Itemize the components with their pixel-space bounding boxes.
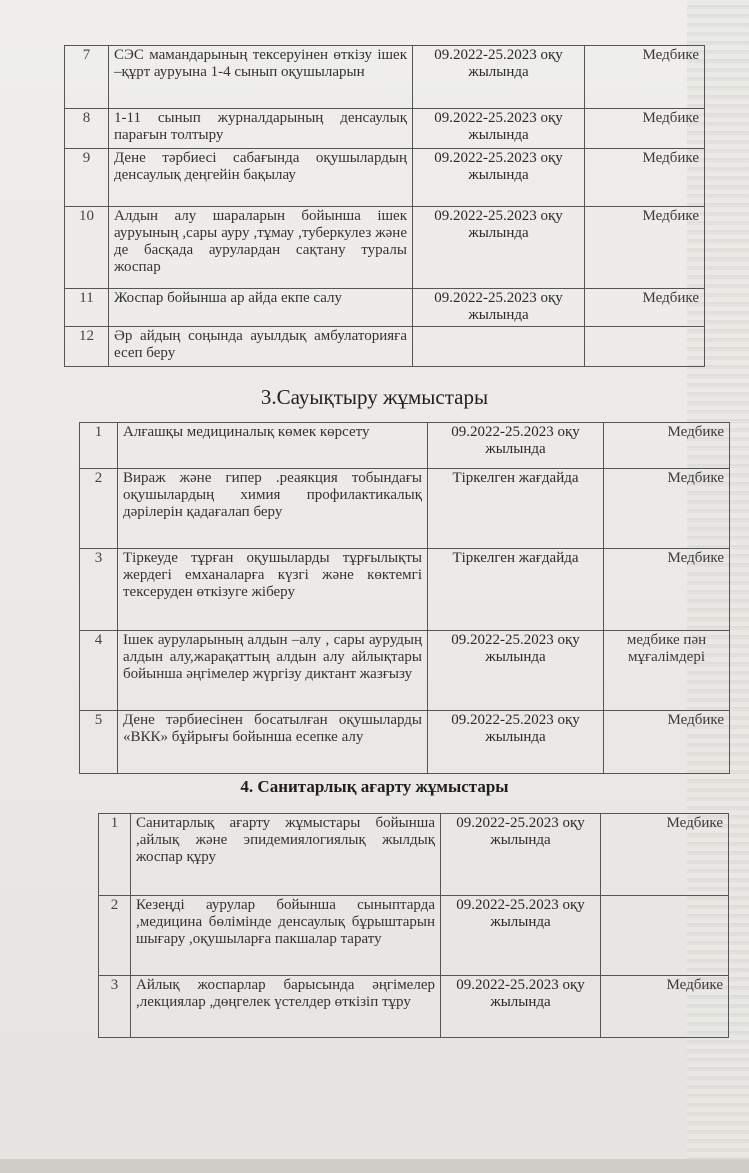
row-number: 2 [80,469,118,549]
row-number: 9 [65,149,109,207]
row-responsible: медбике пән мұғалімдері [604,631,730,711]
row-activity: 1-11 сынып журналдарының денсаулық парағын толтыру [109,109,413,149]
table-row [99,976,729,1038]
row-number: 1 [80,423,118,469]
table-row [80,711,730,774]
row-responsible: Медбике [604,423,730,469]
row-period [413,327,585,367]
row-period: 09.2022-25.2023 оқу жылында [413,207,585,289]
row-responsible: Медбике [604,549,730,631]
row-activity: Вираж және гипер .реаякция тобындағы оқушылардың химия профилактикалық дәрілерін қадағалап беру [118,469,428,549]
table-row [99,896,729,976]
table-row [80,469,730,549]
table-row [65,207,705,289]
row-period: 09.2022-25.2023 оқу жылында [428,711,604,774]
row-activity: Санитарлық ағарту жұмыстары бойынша ,айлық және эпидемиялогиялық жылдық жоспар құру [131,814,441,896]
table-row [65,327,705,367]
row-period: Тіркелген жағдайда [428,469,604,549]
row-activity: СЭС мамандарының тексеруінен өткізу ішек –құрт ауруына 1-4 сынып оқушыларын [109,46,413,109]
row-number: 3 [99,976,131,1038]
row-responsible [585,327,705,367]
row-period: 09.2022-25.2023 оқу жылында [428,631,604,711]
row-responsible: Медбике [585,149,705,207]
row-activity: Жоспар бойынша ар айда екпе салу [109,289,413,327]
row-activity: Әр айдың соңында ауылдық амбулаторияға есеп беру [109,327,413,367]
row-period: 09.2022-25.2023 оқу жылында [413,149,585,207]
row-number: 5 [80,711,118,774]
row-number: 10 [65,207,109,289]
row-period: Тіркелген жағдайда [428,549,604,631]
row-responsible: Медбике [585,207,705,289]
row-activity: Дене тәрбиесінен босатылған оқушыларды «ВКК» бұйрығы бойынша есепке алу [118,711,428,774]
row-period: 09.2022-25.2023 оқу жылында [428,423,604,469]
row-number: 4 [80,631,118,711]
section-title: 4. Санитарлық ағарту жұмыстары [240,777,509,796]
row-responsible: Медбике [585,289,705,327]
row-period: 09.2022-25.2023 оқу жылында [441,896,601,976]
row-activity: Айлық жоспарлар барысында әңгімелер ,лекциялар ,дөңгелек үстелдер өткізіп тұру [131,976,441,1038]
row-activity: Алғашқы медициналық көмек көрсету [118,423,428,469]
row-number: 8 [65,109,109,149]
table-row [80,549,730,631]
plan-table-continued [64,45,705,367]
row-period: 09.2022-25.2023 оқу жылында [441,814,601,896]
row-number: 1 [99,814,131,896]
row-responsible: Медбике [585,109,705,149]
row-number: 7 [65,46,109,109]
row-number: 11 [65,289,109,327]
sanitary-education-table [98,813,729,1038]
row-responsible: Медбике [585,46,705,109]
row-activity: Тіркеуде тұрған оқушыларды тұрғылықты жердегі емханаларға күзгі және көктемгі тексеруден өткізуге жіберу [118,549,428,631]
row-activity: Дене тәрбиесі сабағында оқушылардың денсаулық деңгейін бақылау [109,149,413,207]
row-period: 09.2022-25.2023 оқу жылында [413,109,585,149]
row-activity: Ішек ауруларының алдын –алу , сары аурудың алдын алу,жарақаттың алдын алу айлықтары бойынша әңгімелер жүргізу диктант жазғызу [118,631,428,711]
row-responsible: Медбике [604,469,730,549]
row-number: 2 [99,896,131,976]
row-activity: Алдын алу шараларын бойынша ішек ауруының ,сары ауру ,тұмау ,туберкулез және де басқада аурулардан сақтану туралы жоспар [109,207,413,289]
table-row [80,631,730,711]
section-title: 3.Сауықтыру жұмыстары [260,385,489,409]
table-row [65,109,705,149]
table-row [65,149,705,207]
table-row [65,289,705,327]
table-row [99,814,729,896]
row-number: 3 [80,549,118,631]
row-period: 09.2022-25.2023 оқу жылында [413,46,585,109]
row-activity: Кезеңді аурулар бойынша сыныптарда ,медицина бөлімінде денсаулық бұрыштарын шығару ,оқушыларға пакшалар тарату [131,896,441,976]
row-period: 09.2022-25.2023 оқу жылында [413,289,585,327]
row-number: 12 [65,327,109,367]
table-row [65,46,705,109]
table-row [80,423,730,469]
health-improvement-table [79,422,730,774]
page-bottom-edge [0,1159,749,1173]
row-period: 09.2022-25.2023 оқу жылында [441,976,601,1038]
row-responsible: Медбике [604,711,730,774]
row-responsible: Медбике [601,976,729,1038]
row-responsible [601,896,729,976]
row-responsible: Медбике [601,814,729,896]
